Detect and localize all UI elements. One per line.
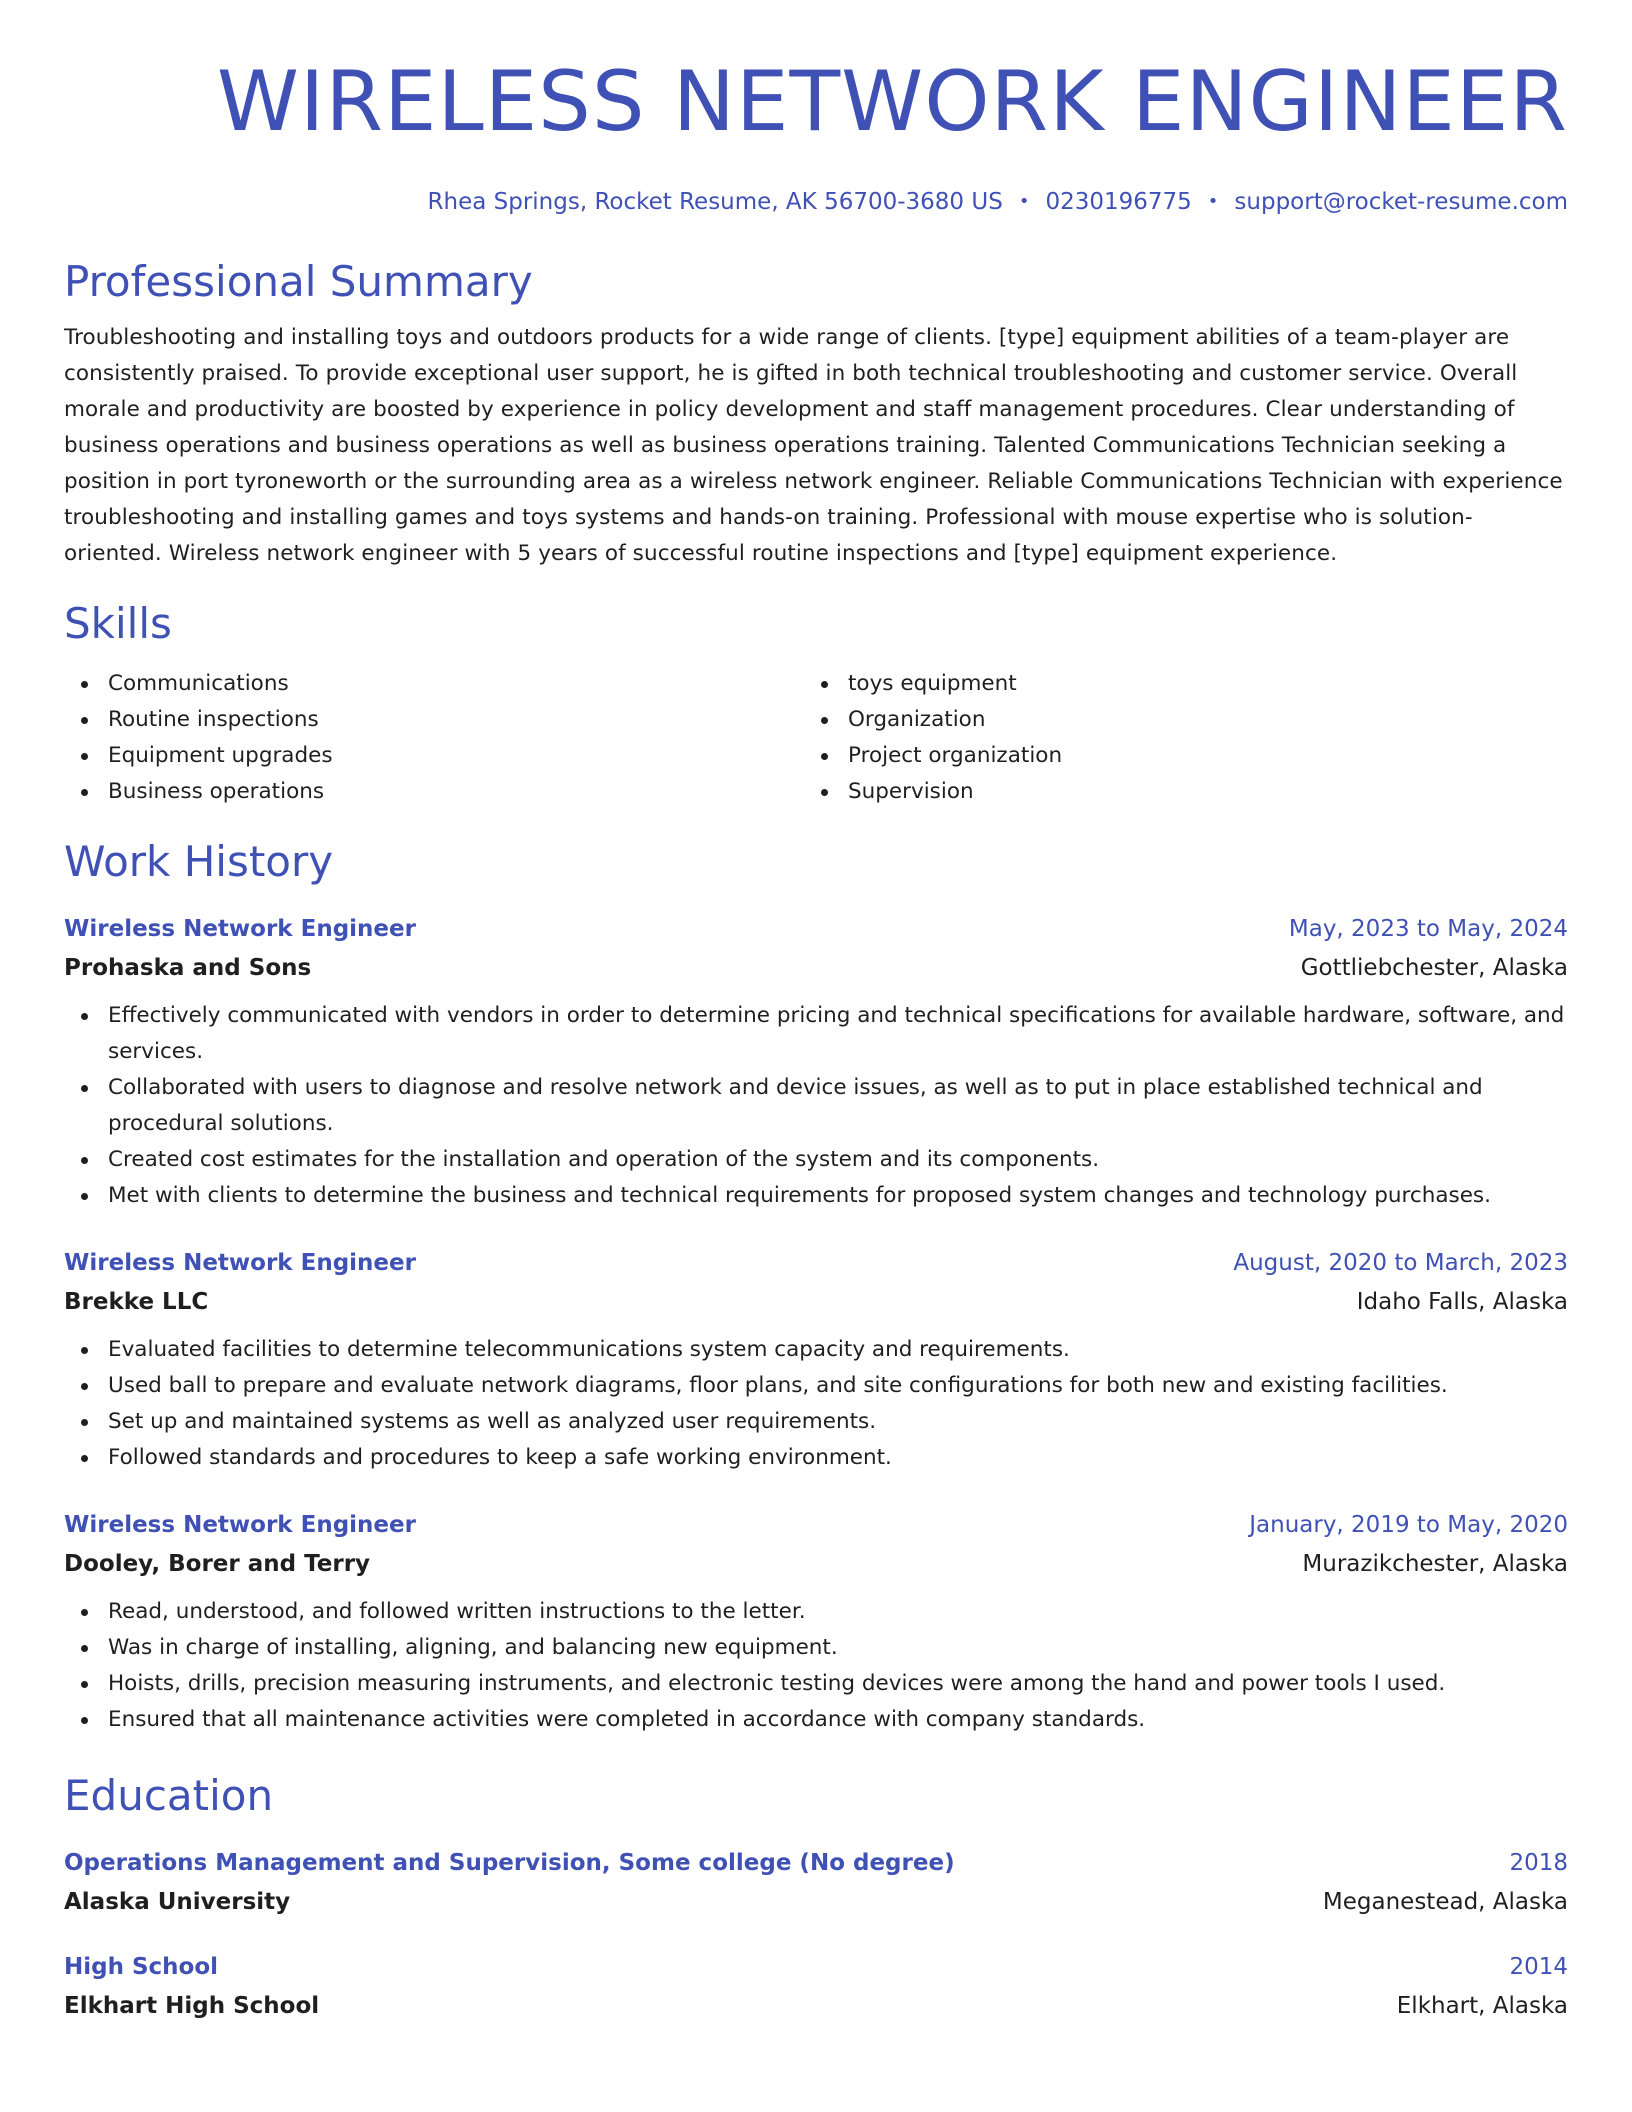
job-dates: May, 2023 to May, 2024 bbox=[1288, 916, 1568, 942]
job-bullet: Hoists, drills, precision measuring instruments, and electronic testing devices were among the hand and power tools I used. bbox=[64, 1666, 1568, 1702]
job-location: Idaho Falls, Alaska bbox=[1356, 1289, 1568, 1315]
job-company: Brekke LLC bbox=[64, 1289, 209, 1315]
education-subheader bbox=[64, 1986, 1568, 2026]
job-company: Dooley, Borer and Terry bbox=[64, 1551, 371, 1577]
job-dates: August, 2020 to March, 2023 bbox=[1233, 1250, 1568, 1276]
job-header bbox=[64, 1244, 1568, 1282]
education-section bbox=[64, 1768, 1568, 2026]
skill-item: Equipment upgrades bbox=[64, 738, 804, 774]
job-bullets bbox=[64, 1332, 1568, 1476]
contact-separator: • bbox=[1018, 191, 1030, 212]
education-location: Elkhart, Alaska bbox=[1396, 1993, 1568, 2019]
resume-header bbox=[64, 48, 1568, 218]
summary-section bbox=[64, 254, 1568, 572]
skill-item: toys equipment bbox=[804, 666, 1544, 702]
job-bullet: Followed standards and procedures to keep a safe working environment. bbox=[64, 1440, 1568, 1476]
contact-email[interactable]: support@rocket-resume.com bbox=[1234, 189, 1568, 215]
job-title: Wireless Network Engineer bbox=[64, 1512, 416, 1538]
education-year: 2018 bbox=[1509, 1850, 1568, 1876]
skill-item: Project organization bbox=[804, 738, 1544, 774]
contact-line bbox=[64, 186, 1568, 218]
job-subheader bbox=[64, 948, 1568, 988]
job-bullet: Met with clients to determine the business and technical requirements for proposed system changes and technology purchases. bbox=[64, 1178, 1568, 1214]
skill-item: Business operations bbox=[64, 774, 804, 810]
job-bullet: Evaluated facilities to determine telecommunications system capacity and requirements. bbox=[64, 1332, 1568, 1368]
education-header bbox=[64, 1844, 1568, 1882]
job-entry bbox=[64, 1506, 1568, 1738]
contact-phone: 0230196775 bbox=[1045, 189, 1192, 215]
education-subheader bbox=[64, 1882, 1568, 1922]
job-title: Wireless Network Engineer bbox=[64, 1250, 416, 1276]
job-bullet: Read, understood, and followed written instructions to the letter. bbox=[64, 1594, 1568, 1630]
education-year: 2014 bbox=[1509, 1954, 1568, 1980]
skills-heading: Skills bbox=[64, 599, 172, 648]
education-heading: Education bbox=[64, 1771, 274, 1820]
education-header bbox=[64, 1948, 1568, 1986]
job-bullets bbox=[64, 1594, 1568, 1738]
job-subheader bbox=[64, 1544, 1568, 1584]
job-bullet: Collaborated with users to diagnose and resolve network and device issues, as well as to put in place established technical and procedural solutions. bbox=[64, 1070, 1568, 1142]
job-company: Prohaska and Sons bbox=[64, 955, 312, 981]
job-bullet: Created cost estimates for the installation and operation of the system and its components. bbox=[64, 1142, 1568, 1178]
job-subheader bbox=[64, 1282, 1568, 1322]
job-location: Murazikchester, Alaska bbox=[1302, 1551, 1568, 1577]
job-bullets bbox=[64, 998, 1568, 1214]
job-bullet: Was in charge of installing, aligning, and balancing new equipment. bbox=[64, 1630, 1568, 1666]
job-location: Gottliebchester, Alaska bbox=[1300, 955, 1568, 981]
summary-heading: Professional Summary bbox=[64, 257, 533, 306]
education-school: Alaska University bbox=[64, 1889, 291, 1915]
skills-section bbox=[64, 596, 1568, 810]
skill-item: Supervision bbox=[804, 774, 1544, 810]
job-title: Wireless Network Engineer bbox=[64, 916, 416, 942]
job-bullet: Set up and maintained systems as well as analyzed user requirements. bbox=[64, 1404, 1568, 1440]
job-entry bbox=[64, 910, 1568, 1214]
contact-separator: • bbox=[1207, 191, 1219, 212]
skill-item: Organization bbox=[804, 702, 1544, 738]
summary-text: Troubleshooting and installing toys and outdoors products for a wide range of clients. [type] equipment abilities of a team-player are consistently praised. To provide exceptional user support, he is gifted in both technical troubleshooting and customer service. Overall morale and productivity are boosted by experience in policy development and staff management procedures. Clear understanding of business operations and business operations as well as business operations training. Talented Communications Technician seeking a position in port tyroneworth or the surrounding area as a wireless network engineer. Reliable Communications Technician with experience troubleshooting and installing games and toys systems and hands-on training. Professional with mouse expertise who is solution-oriented. Wireless network engineer with 5 years of successful routine inspections and [type] equipment experience. bbox=[64, 325, 1563, 566]
skills-column-right bbox=[804, 666, 1544, 810]
education-entry bbox=[64, 1844, 1568, 1922]
skills-column-left bbox=[64, 666, 804, 810]
skills-list bbox=[64, 666, 1568, 810]
education-location: Meganestead, Alaska bbox=[1322, 1889, 1568, 1915]
education-school: Elkhart High School bbox=[64, 1993, 320, 2019]
job-header bbox=[64, 1506, 1568, 1544]
education-degree: High School bbox=[64, 1954, 219, 1980]
work-history-heading: Work History bbox=[64, 837, 334, 886]
job-bullet: Ensured that all maintenance activities were completed in accordance with company standards. bbox=[64, 1702, 1568, 1738]
skill-item: Communications bbox=[64, 666, 804, 702]
skill-item: Routine inspections bbox=[64, 702, 804, 738]
job-bullet: Effectively communicated with vendors in order to determine pricing and technical specifications for available hardware, software, and services. bbox=[64, 998, 1568, 1070]
education-degree: Operations Management and Supervision, Some college (No degree) bbox=[64, 1850, 955, 1876]
job-entry bbox=[64, 1244, 1568, 1476]
job-bullet: Used ball to prepare and evaluate network diagrams, floor plans, and site configurations for both new and existing facilities. bbox=[64, 1368, 1568, 1404]
work-history-section bbox=[64, 834, 1568, 1738]
education-entry bbox=[64, 1948, 1568, 2026]
page-title: WIRELESS NETWORK ENGINEER bbox=[216, 53, 1568, 150]
job-dates: January, 2019 to May, 2020 bbox=[1249, 1512, 1568, 1538]
job-header bbox=[64, 910, 1568, 948]
contact-address: Rhea Springs, Rocket Resume, AK 56700-3680 US bbox=[427, 189, 1003, 215]
